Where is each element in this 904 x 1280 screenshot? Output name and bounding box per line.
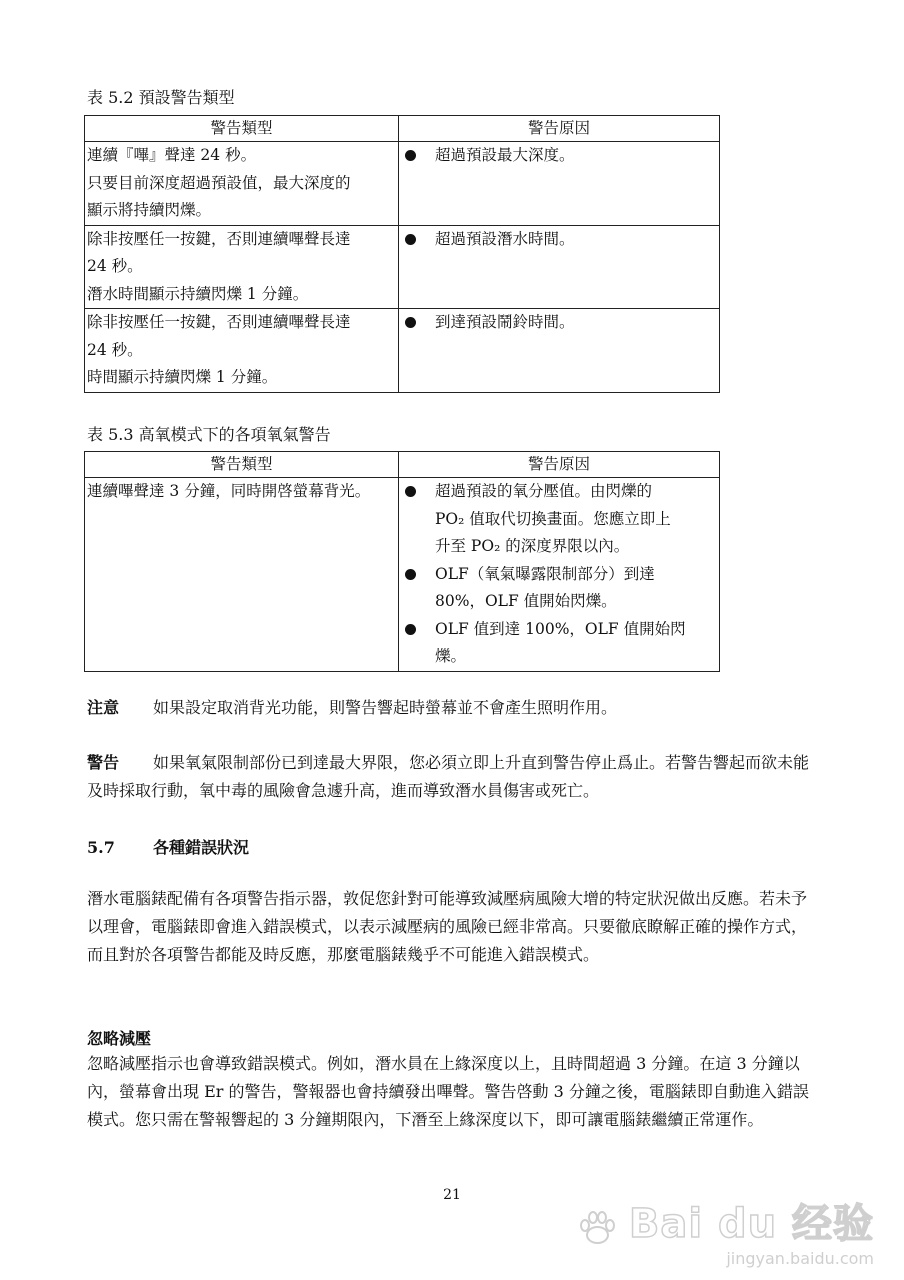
reason-line: 超過預設的氧分壓值。由閃爍的	[435, 482, 653, 500]
bullet-icon	[405, 486, 416, 497]
table-header-row	[85, 116, 720, 142]
cell-line: 24 秒。	[87, 340, 143, 359]
list-item	[401, 478, 717, 561]
notice-paragraph	[87, 694, 822, 722]
table-row	[85, 478, 720, 672]
warning-type-cell	[85, 478, 399, 672]
warning-reason-cell	[399, 309, 720, 393]
watermark-url: jingyan.baidu.com	[726, 1249, 874, 1268]
table-row	[85, 309, 720, 393]
bullet-icon	[405, 569, 416, 580]
table-5-3-caption: 表 5.3 高氧模式下的各項氧氣警告	[87, 425, 331, 444]
warning-reason-cell	[399, 225, 720, 309]
cell-line: 除非按壓任一按鍵，否則連續嗶聲長達	[87, 229, 351, 248]
reason-text: 超過預設最大深度。	[435, 146, 575, 164]
column-header-type: 警告類型	[85, 452, 399, 478]
cell-line: 時間顯示持續閃爍 1 分鐘。	[87, 368, 278, 386]
warning-text: 如果氧氣限制部份已到達最大界限，您必須立即上升直到警告停止爲止。若警告響起而欲未能及時採取行動，氧中毒的風險會急遽升高，進而導致潛水員傷害或死亡。	[87, 753, 810, 800]
list-item	[401, 226, 717, 254]
bullet-icon	[405, 624, 416, 635]
bullet-icon	[405, 234, 416, 245]
list-item	[401, 142, 717, 170]
warning-label: 警告	[87, 753, 120, 772]
bullet-icon	[405, 150, 416, 161]
table-5-3	[84, 451, 720, 672]
reason-line: 升至 PO₂ 的深度界限以內。	[435, 537, 630, 555]
column-header-reason: 警告原因	[399, 452, 720, 478]
table-5-2	[84, 115, 720, 393]
list-item	[401, 616, 717, 671]
section-number: 5.7	[87, 838, 115, 857]
warning-paragraph	[87, 749, 822, 805]
notice-text: 如果設定取消背光功能，則警告響起時螢幕並不會產生照明作用。	[153, 698, 618, 717]
paw-icon	[578, 1209, 614, 1243]
reason-line: 爍。	[435, 647, 467, 665]
column-header-type: 警告類型	[85, 116, 399, 142]
warning-type-cell	[85, 309, 399, 393]
cell-line: 連續嗶聲達 3 分鐘，同時開啓螢幕背光。	[87, 482, 371, 500]
list-item	[401, 309, 717, 337]
reason-text: 到達預設鬧鈴時間。	[435, 313, 575, 331]
warning-type-cell	[85, 225, 399, 309]
cell-line: 24 秒。	[87, 257, 143, 275]
watermark-brand	[578, 1192, 874, 1249]
cell-line: 顯示將持續閃爍。	[87, 201, 212, 219]
warning-reason-cell	[399, 142, 720, 226]
subsection-paragraph: 忽略減壓指示也會導致錯誤模式。例如，潛水員在上緣深度以上，且時間超過 3 分鐘。在這 3 分鐘以內，螢幕會出現 Er 的警告，警報器也會持續發出嗶聲。警告啓動 3 分鐘之後，電腦錶即自動進入錯誤模式。您只需在警報響起的 3 分鐘期限內，下潛至上緣深度以下，即可讓電腦錶繼續正常運作。	[87, 1054, 809, 1129]
subsection-title: 忽略減壓	[87, 1029, 152, 1048]
list-item	[401, 561, 717, 616]
cell-line: 除非按壓任一按鍵，否則連續嗶聲長達	[87, 313, 351, 331]
table-row	[85, 225, 720, 309]
section-heading	[87, 835, 249, 858]
column-header-reason: 警告原因	[399, 116, 720, 142]
warning-type-cell	[85, 142, 399, 226]
cell-line: 潛水時間顯示持續閃爍 1 分鐘。	[87, 284, 309, 303]
reason-line: 80%，OLF 值開始閃爍。	[435, 592, 617, 610]
cell-line: 只要目前深度超過預設值，最大深度的	[87, 173, 351, 192]
reason-text: 超過預設潛水時間。	[435, 229, 575, 248]
table-5-2-caption: 表 5.2 預設警告類型	[87, 88, 235, 107]
notice-label: 注意	[87, 698, 120, 717]
section-title: 各種錯誤狀況	[153, 838, 250, 857]
table-header-row	[85, 452, 720, 478]
watermark	[578, 1192, 874, 1268]
table-row	[85, 142, 720, 226]
reason-line: PO₂ 值取代切換畫面。您應立即上	[435, 509, 671, 528]
bullet-icon	[405, 317, 416, 328]
intro-paragraph: 潛水電腦錶配備有各項警告指示器，敦促您針對可能導致減壓病風險大增的特定狀況做出反應。若未予以理會，電腦錶即會進入錯誤模式，以表示減壓病的風險已經非常高。只要徹底瞭解正確的操作方式，而且對於各項警告都能及時反應，那麼電腦錶幾乎不可能進入錯誤模式。	[87, 889, 808, 964]
warning-reason-cell	[399, 478, 720, 672]
reason-line: OLF 值到達 100%，OLF 值開始閃	[435, 619, 686, 638]
watermark-brand-text: Bai du 经验	[628, 1201, 874, 1247]
page-number: 21	[443, 1187, 461, 1203]
reason-line: OLF（氧氣曝露限制部分）到達	[435, 564, 655, 583]
cell-line: 連續『嗶』聲達 24 秒。	[87, 146, 257, 164]
